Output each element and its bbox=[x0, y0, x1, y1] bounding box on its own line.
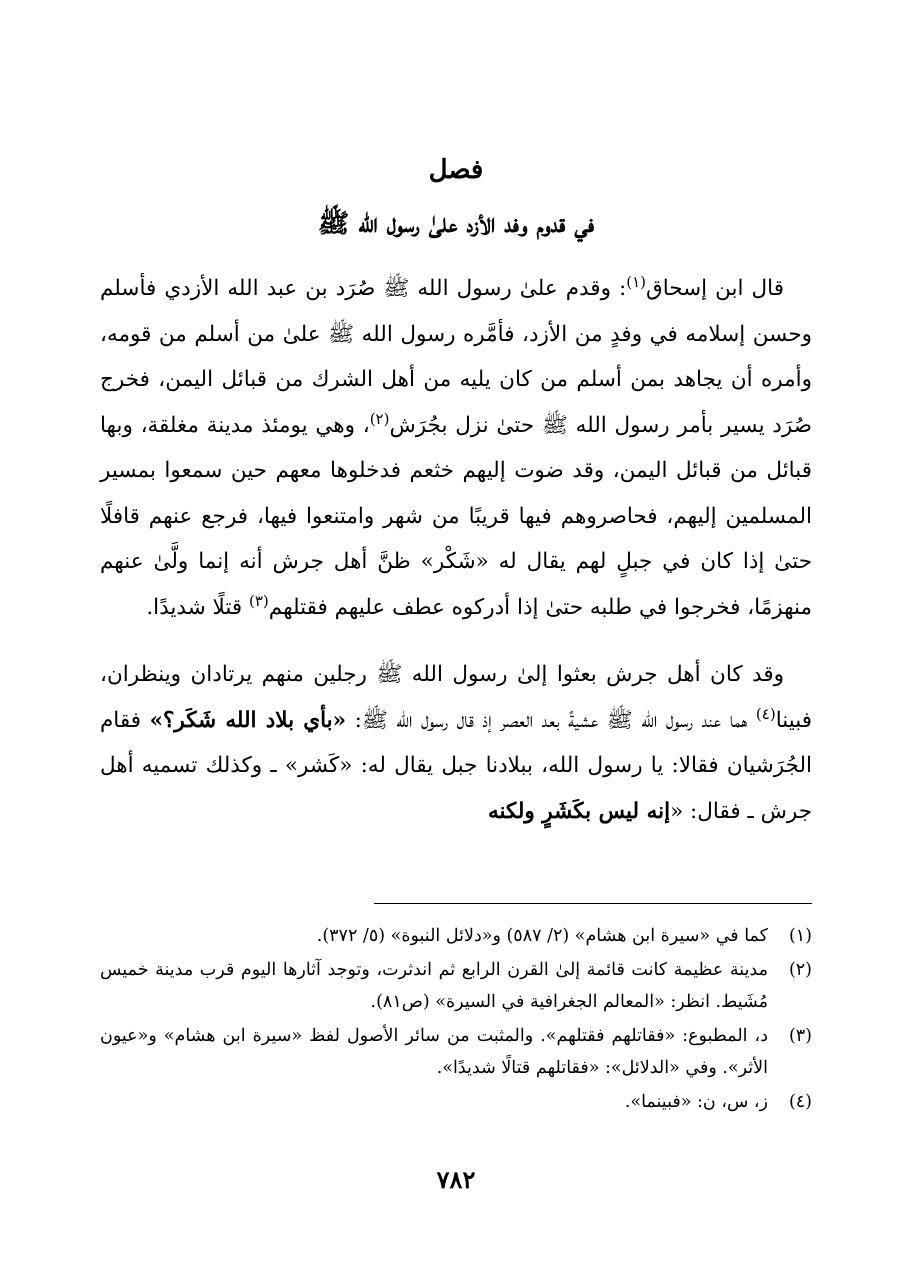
paragraph-1-part-d: قتلًا شديدًا. bbox=[146, 594, 249, 620]
footnote-ref-2: (٢) bbox=[369, 409, 390, 428]
paragraph-2-part-a: وقد كان أهل جرش بعثوا إلىٰ رسول الله ﷺ رجلين منهم يرتادان وينظران، فبينا bbox=[100, 662, 812, 733]
paragraph-2-part-d: فقام الجُرَشيان فقالا: يا رسول الله، ببلادنا جبل يقال له: «كَشر» ـ وكذلك تسميه أهل جرش ـ فقال: « bbox=[100, 707, 812, 824]
paragraph-1 bbox=[100, 266, 812, 630]
paragraph-1-part-a: قال ابن إسحاق bbox=[646, 276, 784, 301]
footnote-ref-3: (٣) bbox=[248, 591, 269, 610]
book-page bbox=[100, 0, 812, 1271]
page-number: ٧٨٢ bbox=[436, 1165, 476, 1194]
footnote-item bbox=[100, 954, 812, 1018]
footnote-ref-1: (١) bbox=[626, 272, 647, 291]
footnote-text: مدينة عظيمة كانت قائمة إلىٰ القرن الرابع ثم اندثرت، وتوجد آثارها اليوم قرب مدينة خميس مُشَيط. انظر: «المعالم الجغرافية في السيرة» (ص٨١). bbox=[100, 960, 768, 1012]
footnotes bbox=[100, 920, 812, 1120]
footnote-item bbox=[100, 1086, 812, 1118]
paragraph-2-quote-bold: «بأي بلاد الله شَكَر؟» bbox=[149, 707, 347, 733]
main-text bbox=[100, 266, 812, 834]
paragraph-2-part-b: هما عند رسول الله ﷺ عشيةً بعد العصر إذ قال رسول الله ﷺ: bbox=[346, 707, 756, 733]
footnote-text: ز، س، ن: «فبينما». bbox=[624, 1092, 768, 1112]
footnote-separator bbox=[374, 903, 812, 904]
chapter-subtitle: في قدوم وفد الأزد علىٰ رسول الله ﷺ bbox=[317, 209, 595, 239]
footnote-number: (٣) bbox=[788, 1026, 812, 1046]
paragraph-2-quote-end-bold: إنه ليس بكَشَرٍ ولكنه bbox=[487, 798, 671, 824]
footnote-ref-4: (٤) bbox=[755, 704, 776, 723]
footnote-text: د، المطبوع: «فقاتلهم فقتلهم». والمثبت من سائر الأصول لفظ «سيرة ابن هشام» و«عيون الأثر». وفي «الدلائل»: «فقاتلهم قتالًا شديدًا». bbox=[100, 1026, 768, 1078]
chapter-title: فصل bbox=[428, 155, 484, 185]
paragraph-1-part-b: : وقدم علىٰ رسول الله ﷺ صُرَد بن عبد الله الأزدي فأسلم وحسن إسلامه في وفدٍ من الأزد، فأمَّره رسول الله ﷺ علىٰ من أسلم من قومه، وأمره أن يجاهد بمن أسلم من كان يليه من أهل الشرك من قبائل اليمن، فخرج صُرَد يسير بأمر رسول الله ﷺ حتىٰ نزل بجُرَش bbox=[100, 276, 812, 438]
paragraph-1-part-c: ، وهي يومئذ مدينة مغلقة، وبها قبائل من قبائل اليمن، وقد ضوت إليهم خثعم فدخلوها معهم حين سمعوا بمسير المسلمين إليهم، فحاصروهم فيها قريبًا من شهر وامتنعوا فيها، فرجع عنهم قافلًا حتىٰ إذا كان في جبلٍ لهم يقال له «شَكْر» ظنَّ أهل جرش أنه إنما ولَّىٰ عنهم منهزمًا، فخرجوا في طلبه حتىٰ إذا أدركوه عطف عليهم فقتلهم bbox=[100, 412, 812, 620]
footnote-item bbox=[100, 920, 812, 952]
footnote-item bbox=[100, 1020, 812, 1084]
paragraph-2 bbox=[100, 652, 812, 834]
footnote-number: (٢) bbox=[788, 960, 812, 980]
footnote-number: (١) bbox=[788, 926, 812, 946]
footnote-text: كما في «سيرة ابن هشام» (٢/ ٥٨٧) و«دلائل النبوة» (٥/ ٣٧٢). bbox=[316, 926, 768, 946]
footnote-number: (٤) bbox=[788, 1092, 812, 1112]
